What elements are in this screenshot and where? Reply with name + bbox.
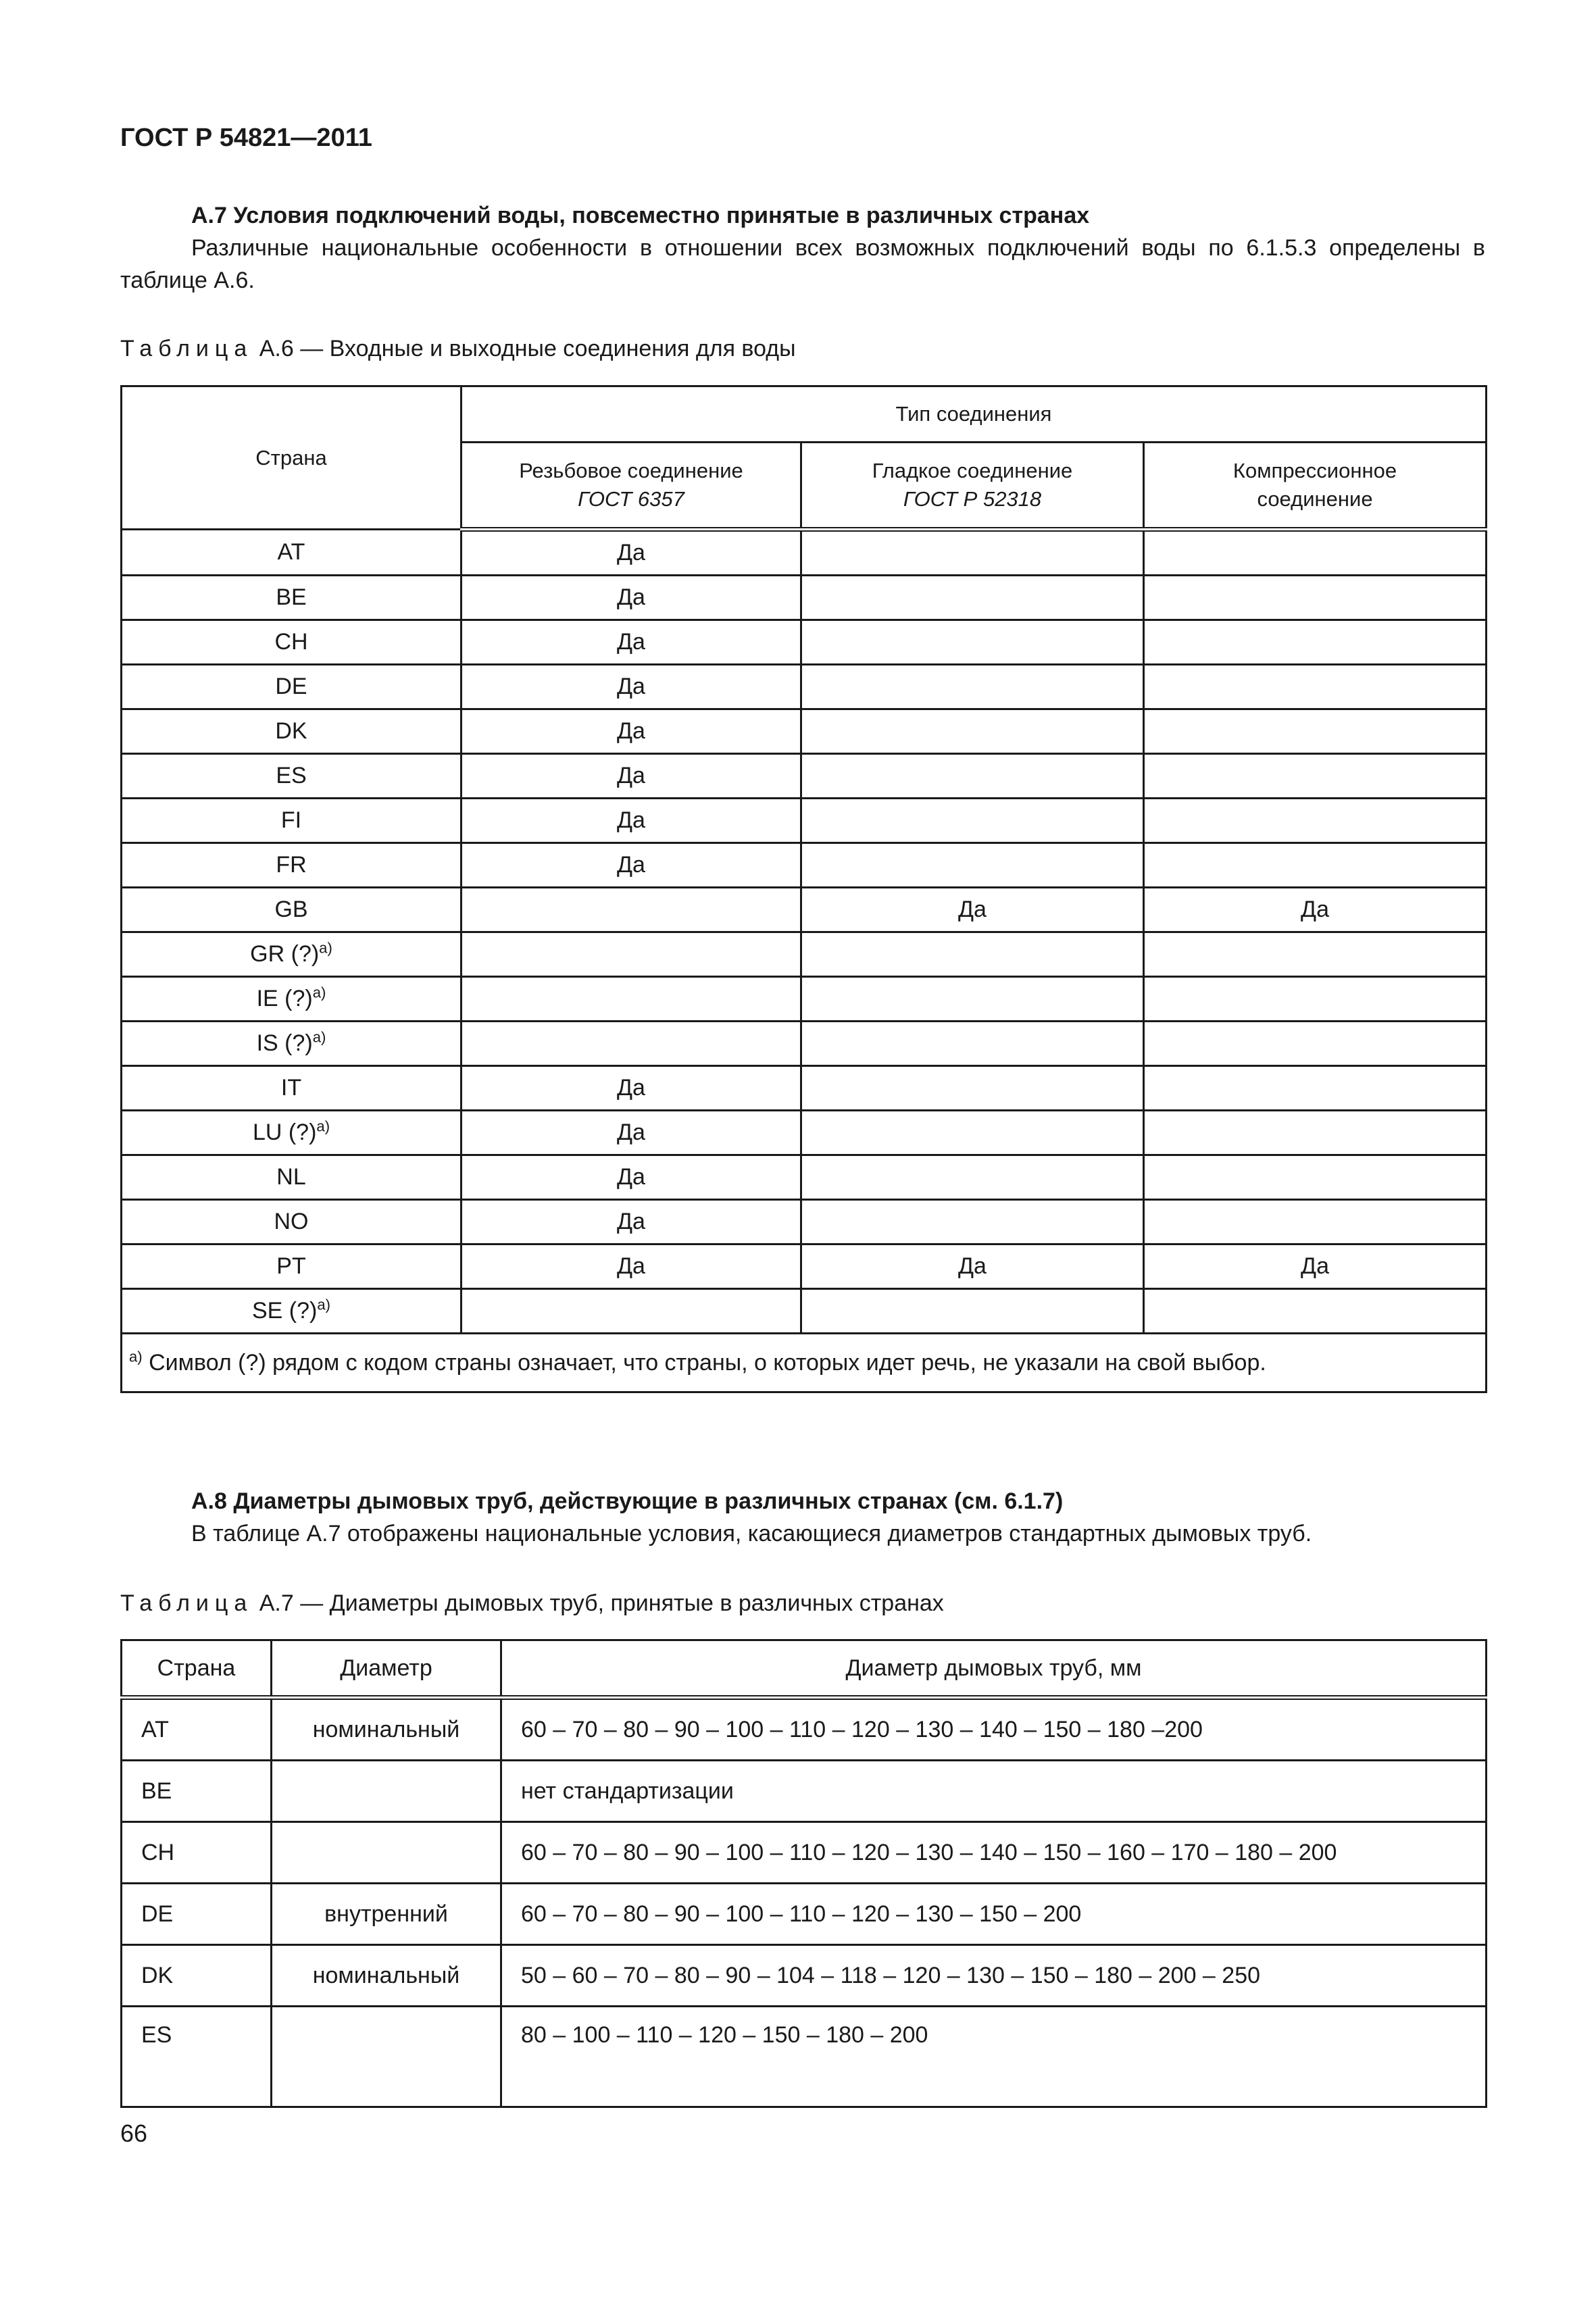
threaded-cell: Да bbox=[462, 1155, 801, 1200]
country-cell: GB bbox=[122, 888, 462, 932]
section-a7 bbox=[120, 199, 1485, 297]
header-compression bbox=[1144, 443, 1487, 530]
country-cell: NL bbox=[122, 1155, 462, 1200]
diameter-type-cell: внутренний bbox=[272, 1884, 501, 1945]
country-cell: ES bbox=[122, 2007, 272, 2107]
compression-cell: Да bbox=[1144, 888, 1487, 932]
compression-cell bbox=[1144, 1155, 1487, 1200]
table-row bbox=[122, 1884, 1487, 1945]
smooth-cell bbox=[801, 1066, 1144, 1111]
section-a8-heading: А.8 Диаметры дымовых труб, действующие в различных странах (см. 6.1.7) bbox=[191, 1488, 1064, 1514]
table-a7-caption-text: А.7 — Диаметры дымовых труб, принятые в различных странах bbox=[253, 1590, 944, 1616]
diameter-type-cell bbox=[272, 1822, 501, 1884]
section-a7-heading: А.7 Условия подключений воды, повсеместно принятые в различных странах bbox=[191, 203, 1090, 228]
threaded-cell: Да bbox=[462, 576, 801, 620]
header-compression-line1: Компрессионное bbox=[1232, 459, 1397, 482]
document-code: ГОСТ Р 54821—2011 bbox=[120, 124, 372, 152]
compression-cell bbox=[1144, 620, 1487, 665]
table-a6-footnote-row bbox=[122, 1334, 1487, 1392]
threaded-cell: Да bbox=[462, 530, 801, 576]
diameter-type-cell bbox=[272, 1761, 501, 1822]
diameter-values-cell: 60 – 70 – 80 – 90 – 100 – 110 – 120 – 130 – 140 – 150 – 180 –200 bbox=[501, 1698, 1487, 1761]
table-row bbox=[122, 1698, 1487, 1761]
threaded-cell bbox=[462, 1289, 801, 1334]
country-cell: DK bbox=[122, 709, 462, 754]
table-row bbox=[122, 1111, 1487, 1155]
diameter-type-cell: номинальный bbox=[272, 1945, 501, 2007]
section-a7-paragraph: Различные национальные особенности в отношении всех возможных подключений воды по 6.1.5.3 определены в таблице А.6. bbox=[120, 235, 1485, 293]
footnote-text: Символ (?) рядом с кодом страны означает, что страны, о которых идет речь, не указали на свой выбор. bbox=[142, 1349, 1266, 1376]
threaded-cell: Да bbox=[462, 1244, 801, 1289]
country-cell: BE bbox=[122, 576, 462, 620]
threaded-cell bbox=[462, 1022, 801, 1066]
smooth-cell bbox=[801, 754, 1144, 799]
table-a7-caption bbox=[120, 1590, 944, 1617]
compression-cell bbox=[1144, 576, 1487, 620]
smooth-cell bbox=[801, 977, 1144, 1022]
diameter-values-cell: 50 – 60 – 70 – 80 – 90 – 104 – 118 – 120 – 130 – 150 – 180 – 200 – 250 bbox=[501, 1945, 1487, 2007]
country-cell: ES bbox=[122, 754, 462, 799]
header-compression-line2: соединение bbox=[1257, 487, 1373, 511]
diameter-values-cell: 80 – 100 – 110 – 120 – 150 – 180 – 200 bbox=[501, 2007, 1487, 2107]
header-smooth bbox=[801, 443, 1144, 530]
table-row bbox=[122, 1155, 1487, 1200]
diameter-type-cell: номинальный bbox=[272, 1698, 501, 1761]
table-a6-caption bbox=[120, 336, 796, 362]
compression-cell bbox=[1144, 799, 1487, 843]
header-smooth-name: Гладкое соединение bbox=[872, 459, 1073, 482]
table-a7 bbox=[120, 1639, 1487, 2108]
table-row bbox=[122, 888, 1487, 932]
diameter-values-cell: 60 – 70 – 80 – 90 – 100 – 110 – 120 – 130 – 150 – 200 bbox=[501, 1884, 1487, 1945]
smooth-cell bbox=[801, 932, 1144, 977]
table-row bbox=[122, 1022, 1487, 1066]
country-cell: DE bbox=[122, 1884, 272, 1945]
compression-cell bbox=[1144, 932, 1487, 977]
table-row bbox=[122, 1066, 1487, 1111]
smooth-cell bbox=[801, 530, 1144, 576]
compression-cell bbox=[1144, 1200, 1487, 1244]
smooth-cell bbox=[801, 1111, 1144, 1155]
table-row bbox=[122, 754, 1487, 799]
compression-cell bbox=[1144, 530, 1487, 576]
threaded-cell: Да bbox=[462, 620, 801, 665]
compression-cell bbox=[1144, 1289, 1487, 1334]
country-cell: LU (?)$^{а)}$ bbox=[122, 1111, 462, 1155]
compression-cell bbox=[1144, 709, 1487, 754]
threaded-cell: Да bbox=[462, 1200, 801, 1244]
table-a7-caption-word: Таблица bbox=[120, 1590, 253, 1616]
compression-cell bbox=[1144, 1022, 1487, 1066]
table-row bbox=[122, 1945, 1487, 2007]
table-row bbox=[122, 1244, 1487, 1289]
country-cell: GR (?)$^{а)}$ bbox=[122, 932, 462, 977]
compression-cell bbox=[1144, 1111, 1487, 1155]
smooth-cell bbox=[801, 1289, 1144, 1334]
table-row bbox=[122, 799, 1487, 843]
country-cell: IE (?)$^{а)}$ bbox=[122, 977, 462, 1022]
section-a8 bbox=[120, 1485, 1485, 1550]
table-row bbox=[122, 977, 1487, 1022]
threaded-cell: Да bbox=[462, 754, 801, 799]
section-a8-paragraph: В таблице А.7 отображены национальные условия, касающиеся диаметров стандартных дымовых труб. bbox=[191, 1521, 1312, 1546]
country-cell: SE (?)$^{а)}$ bbox=[122, 1289, 462, 1334]
smooth-cell bbox=[801, 709, 1144, 754]
country-cell: AT bbox=[122, 1698, 272, 1761]
compression-cell bbox=[1144, 665, 1487, 709]
threaded-cell: Да bbox=[462, 1111, 801, 1155]
country-cell: BE bbox=[122, 1761, 272, 1822]
country-cell: IT bbox=[122, 1066, 462, 1111]
table-row bbox=[122, 843, 1487, 888]
page-number: 66 bbox=[120, 2119, 148, 2147]
threaded-cell: Да bbox=[462, 709, 801, 754]
threaded-cell bbox=[462, 888, 801, 932]
smooth-cell bbox=[801, 1200, 1144, 1244]
threaded-cell bbox=[462, 977, 801, 1022]
header-threaded-name: Резьбовое соединение bbox=[519, 459, 743, 482]
table-row bbox=[122, 932, 1487, 977]
country-cell: DK bbox=[122, 1945, 272, 2007]
header-country: Страна bbox=[122, 386, 462, 530]
smooth-cell bbox=[801, 665, 1144, 709]
table-row bbox=[122, 2007, 1487, 2107]
table-row bbox=[122, 1289, 1487, 1334]
table-a6-caption-text: А.6 — Входные и выходные соединения для воды bbox=[253, 336, 796, 361]
footnote-mark: а) bbox=[129, 1348, 143, 1365]
diameter-type-cell bbox=[272, 2007, 501, 2107]
country-cell: FR bbox=[122, 843, 462, 888]
smooth-cell bbox=[801, 799, 1144, 843]
country-cell: AT bbox=[122, 530, 462, 576]
table-row bbox=[122, 620, 1487, 665]
country-cell: CH bbox=[122, 1822, 272, 1884]
smooth-cell bbox=[801, 576, 1144, 620]
table-row bbox=[122, 1200, 1487, 1244]
table-a6-caption-word: Таблица bbox=[120, 336, 253, 361]
header-diameter: Диаметр bbox=[272, 1640, 501, 1698]
compression-cell bbox=[1144, 1066, 1487, 1111]
country-cell: NO bbox=[122, 1200, 462, 1244]
header-flue-diameters: Диаметр дымовых труб, мм bbox=[501, 1640, 1487, 1698]
country-cell: FI bbox=[122, 799, 462, 843]
table-row bbox=[122, 709, 1487, 754]
table-row bbox=[122, 530, 1487, 576]
compression-cell bbox=[1144, 977, 1487, 1022]
compression-cell bbox=[1144, 754, 1487, 799]
threaded-cell bbox=[462, 932, 801, 977]
header-country: Страна bbox=[122, 1640, 272, 1698]
header-smooth-standard: ГОСТ Р 52318 bbox=[903, 487, 1042, 511]
header-threaded bbox=[462, 443, 801, 530]
country-cell: PT bbox=[122, 1244, 462, 1289]
header-connection-type: Тип соединения bbox=[462, 386, 1487, 443]
compression-cell bbox=[1144, 843, 1487, 888]
table-row bbox=[122, 1822, 1487, 1884]
threaded-cell: Да bbox=[462, 843, 801, 888]
country-cell: DE bbox=[122, 665, 462, 709]
smooth-cell: Да bbox=[801, 1244, 1144, 1289]
smooth-cell bbox=[801, 843, 1144, 888]
country-cell: IS (?)$^{а)}$ bbox=[122, 1022, 462, 1066]
table-a6 bbox=[120, 385, 1487, 1393]
header-threaded-standard: ГОСТ 6357 bbox=[578, 487, 684, 511]
table-a6-footnote bbox=[122, 1334, 1487, 1392]
diameter-values-cell: 60 – 70 – 80 – 90 – 100 – 110 – 120 – 130 – 140 – 150 – 160 – 170 – 180 – 200 bbox=[501, 1822, 1487, 1884]
table-row bbox=[122, 576, 1487, 620]
smooth-cell bbox=[801, 1155, 1144, 1200]
table-row bbox=[122, 665, 1487, 709]
smooth-cell: Да bbox=[801, 888, 1144, 932]
smooth-cell bbox=[801, 620, 1144, 665]
diameter-values-cell: нет стандартизации bbox=[501, 1761, 1487, 1822]
compression-cell: Да bbox=[1144, 1244, 1487, 1289]
smooth-cell bbox=[801, 1022, 1144, 1066]
table-row bbox=[122, 1761, 1487, 1822]
threaded-cell: Да bbox=[462, 799, 801, 843]
threaded-cell: Да bbox=[462, 665, 801, 709]
threaded-cell: Да bbox=[462, 1066, 801, 1111]
country-cell: CH bbox=[122, 620, 462, 665]
